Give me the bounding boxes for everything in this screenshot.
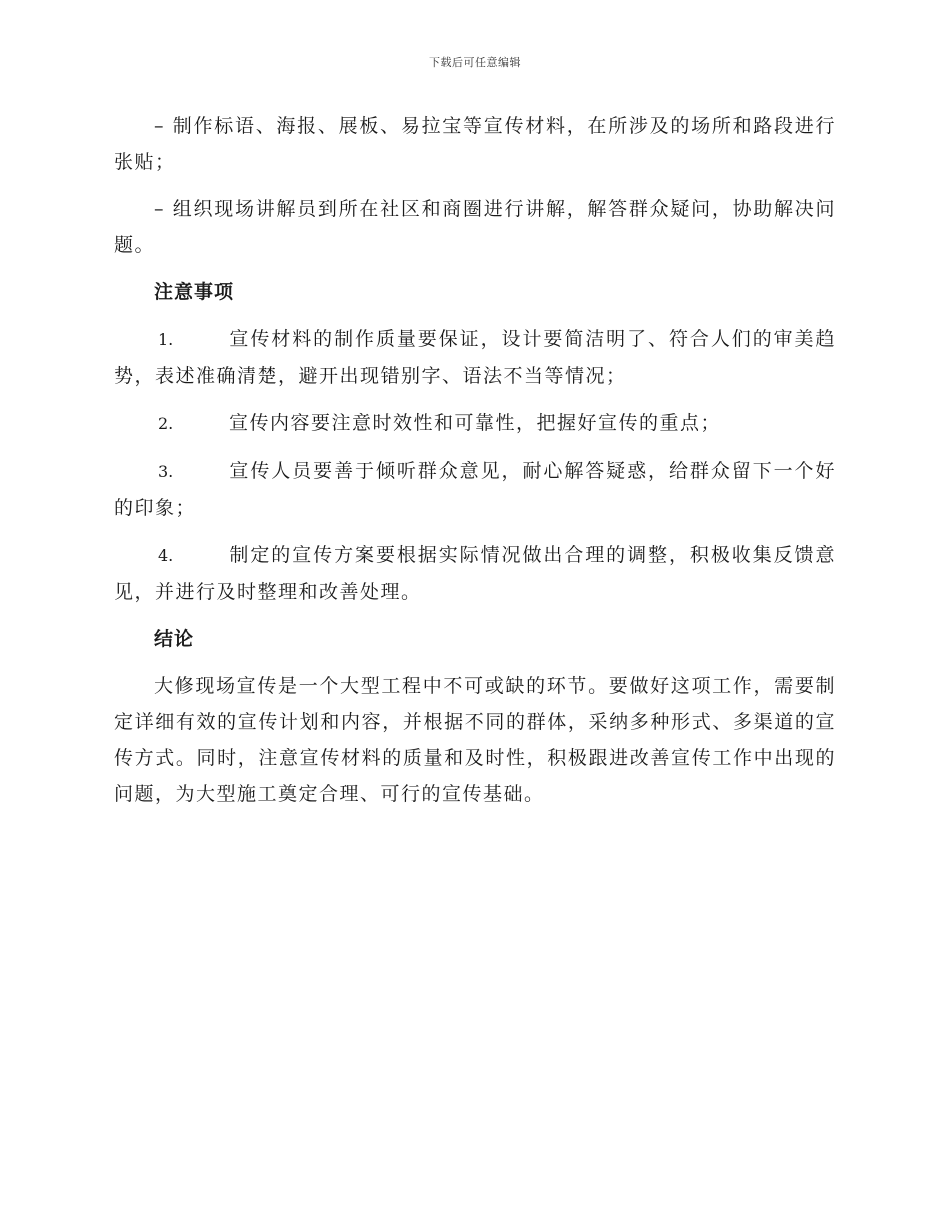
list-item-number: 4. (158, 546, 174, 565)
list-item-text: 宣传材料的制作质量要保证，设计要简洁明了、符合人们的审美趋势，表述准确清楚，避开出现错别字、语法不当等情况； (114, 328, 836, 387)
bullet-paragraph: – 组织现场讲解员到所在社区和商圈进行讲解，解答群众疑问，协助解决问题。 (114, 198, 836, 256)
list-item-number: 1. (158, 330, 174, 349)
list-item (114, 405, 836, 442)
list-item (114, 321, 836, 394)
section-heading-notes: 注意事项 (154, 281, 235, 303)
list-item (114, 537, 836, 610)
bullet-paragraph: – 制作标语、海报、展板、易拉宝等宣传材料，在所涉及的场所和路段进行张贴； (114, 115, 836, 173)
section-heading-conclusion: 结论 (154, 628, 195, 650)
list-item-text: 宣传内容要注意时效性和可靠性，把握好宣传的重点； (229, 412, 722, 434)
document-body (114, 108, 836, 823)
list-item-text: 宣传人员要善于倾听群众意见，耐心解答疑惑，给群众留下一个好的印象； (114, 460, 836, 519)
header-note: 下载后可任意编辑 (429, 56, 521, 69)
conclusion-paragraph: 大修现场宣传是一个大型工程中不可或缺的环节。要做好这项工作，需要制定详细有效的宣传计划和内容，并根据不同的群体，采纳多种形式、多渠道的宣传方式。同时，注意宣传材料的质量和及时性，积极跟进改善宣传工作中出现的问题，为大型施工奠定合理、可行的宣传基础。 (114, 675, 836, 805)
list-item (114, 453, 836, 526)
list-item-number: 3. (158, 462, 174, 481)
list-item-number: 2. (158, 414, 174, 433)
list-item-text: 制定的宣传方案要根据实际情况做出合理的调整，积极收集反馈意见，并进行及时整理和改善处理。 (114, 544, 836, 603)
